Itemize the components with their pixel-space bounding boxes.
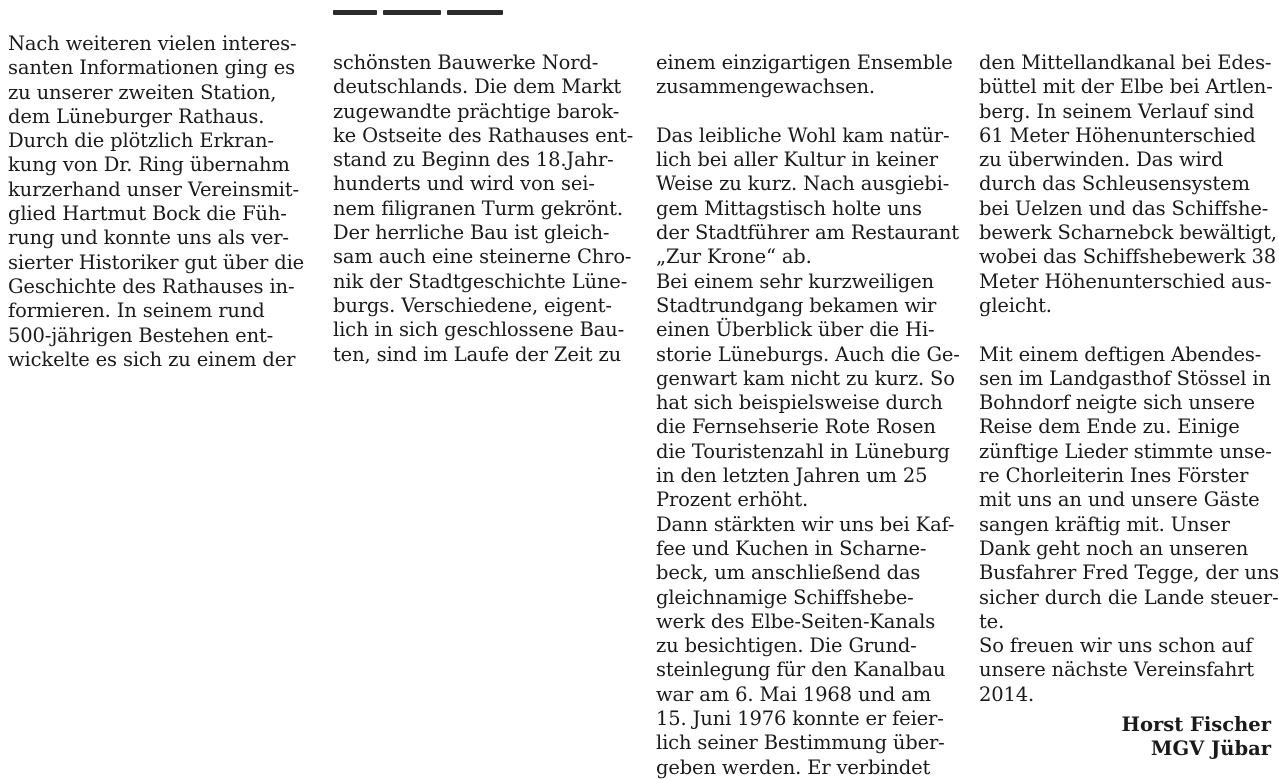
text-line: Meter Höhenunterschied aus-: [979, 269, 1272, 293]
text-line: Der herrliche Bau ist gleich-: [333, 221, 610, 245]
text-line: Bei einem sehr kurzweiligen: [656, 269, 934, 293]
text-line: bei Uelzen und das Schiffshe-: [979, 196, 1269, 220]
text-line: zünftige Lieder stimmte unse-: [979, 439, 1272, 463]
text-line: bewerk Scharnebck bewältigt,: [979, 221, 1277, 245]
text-line: Dank geht noch an unseren: [979, 536, 1249, 560]
signature-organization: MGV Jübar: [1150, 737, 1271, 760]
text-line: die Touristenzahl in Lüneburg: [656, 439, 950, 463]
text-column-3: [656, 51, 960, 780]
text-line: ke Ostseite des Rathauses ent-: [333, 123, 634, 147]
text-line: gleichnamige Schiffshebe-: [656, 585, 914, 609]
text-column-4: [979, 51, 1279, 707]
text-line: Dann stärkten wir uns bei Kaf-: [656, 512, 955, 536]
text-line: einem einzigartigen Ensemble: [656, 51, 953, 74]
text-line: 2014.: [979, 682, 1035, 706]
text-line: der Stadtführer am Restaurant: [656, 221, 959, 245]
text-line: ten, sind im Laufe der Zeit zu: [333, 342, 622, 366]
text-line: büttel mit der Elbe bei Artlen-: [979, 75, 1273, 99]
text-line: zusammengewachsen.: [656, 75, 875, 99]
text-line: berg. In seinem Verlauf sind: [979, 99, 1255, 123]
text-line: 500-jährigen Bestehen ent-: [8, 323, 274, 347]
text-line: zugewandte prächtige barok-: [333, 99, 620, 123]
text-line: formieren. In seinem rund: [8, 299, 265, 323]
text-line: Das leibliche Wohl kam natür-: [656, 123, 950, 147]
text-line: in den letzten Jahren um 25: [656, 464, 928, 488]
text-line: steinlegung für den Kanalbau: [656, 658, 946, 682]
text-line: Prozent erhöht.: [656, 488, 809, 512]
text-line: te.: [979, 609, 1005, 633]
text-line: Stadtrundgang bekamen wir: [656, 293, 937, 317]
signature-author: Horst Fischer: [1121, 713, 1271, 736]
text-line: zu überwinden. Das wird: [979, 148, 1224, 172]
text-line: den Mittellandkanal bei Edes-: [979, 51, 1272, 74]
text-line: zu unserer zweiten Station,: [8, 80, 277, 104]
text-line: Mit einem deftigen Abendes-: [979, 342, 1262, 366]
text-line: einen Überblick über die Hi-: [656, 318, 935, 342]
text-line: zu besichtigen. Die Grund-: [656, 634, 917, 658]
text-line: Durch die plötzlich Erkran-: [8, 129, 274, 153]
text-line: die Fernsehserie Rote Rosen: [656, 415, 936, 439]
text-line: sam auch eine steinerne Chro-: [333, 245, 632, 269]
text-line: Weise zu kurz. Nach ausgiebi-: [656, 172, 950, 196]
cropped-heading-fragment: [333, 10, 508, 20]
paragraph-gap: [656, 100, 960, 124]
text-line: Reise dem Ende zu. Einige: [979, 415, 1240, 439]
text-line: fee und Kuchen in Scharne-: [656, 536, 927, 560]
text-line: schönsten Bauwerke Nord-: [333, 51, 599, 74]
text-line: lich in sich geschlossene Bau-: [333, 318, 625, 342]
text-line: geben werden. Er verbindet: [656, 755, 931, 779]
text-line: wickelte es sich zu einem der: [8, 347, 296, 371]
text-line: glied Hartmut Bock die Füh-: [8, 202, 287, 226]
text-line: dem Lüneburger Rathaus.: [8, 104, 265, 128]
text-line: gem Mittagstisch holte uns: [656, 196, 922, 220]
text-line: hunderts und wird von sei-: [333, 172, 595, 196]
text-line: Nach weiteren vielen interes-: [8, 32, 297, 55]
text-line: 15. Juni 1976 konnte er feier-: [656, 707, 944, 731]
text-line: Busfahrer Fred Tegge, der uns: [979, 561, 1279, 585]
text-line: stand zu Beginn des 18.Jahr-: [333, 148, 614, 172]
text-line: So freuen wir uns schon auf: [979, 634, 1253, 658]
text-line: war am 6. Mai 1968 und am: [656, 682, 931, 706]
text-line: sierter Historiker gut über die: [8, 250, 305, 274]
text-line: deutschlands. Die dem Markt: [333, 75, 622, 99]
text-line: werk des Elbe-Seiten-Kanals: [656, 609, 936, 633]
text-line: kurzerhand unser Vereinsmit-: [8, 177, 299, 201]
text-line: 61 Meter Höhenunterschied: [979, 123, 1256, 147]
text-column-1: [8, 32, 304, 372]
text-line: sangen kräftig mit. Unser: [979, 512, 1230, 536]
text-line: unsere nächste Vereinsfahrt: [979, 658, 1254, 682]
text-line: kung von Dr. Ring übernahm: [8, 153, 290, 177]
text-line: rung und konnte uns als ver-: [8, 226, 289, 250]
text-line: beck, um anschließend das: [656, 561, 921, 585]
text-line: mit uns an und unsere Gäste: [979, 488, 1260, 512]
text-line: genwart kam nicht zu kurz. So: [656, 366, 955, 390]
text-line: hat sich beispielsweise durch: [656, 391, 943, 415]
text-line: Geschichte des Rathauses in-: [8, 274, 295, 298]
text-line: gleicht.: [979, 293, 1052, 317]
text-line: nik der Stadtgeschichte Lüne-: [333, 269, 628, 293]
text-column-2: [333, 51, 633, 367]
text-line: „Zur Krone“ ab.: [656, 245, 812, 269]
text-line: nem filigranen Turm gekrönt.: [333, 196, 623, 220]
text-line: wobei das Schiffshebewerk 38: [979, 245, 1277, 269]
text-line: lich bei aller Kultur in keiner: [656, 148, 938, 172]
text-line: lich seiner Bestimmung über-: [656, 731, 945, 755]
text-line: re Chorleiterin Ines Förster: [979, 464, 1249, 488]
text-line: burgs. Verschiedene, eigent-: [333, 293, 612, 317]
text-line: storie Lüneburgs. Auch die Ge-: [656, 342, 960, 366]
text-line: sicher durch die Lande steuer-: [979, 585, 1279, 609]
text-line: santen Informationen ging es: [8, 56, 295, 80]
paragraph-gap: [979, 318, 1279, 342]
text-line: sen im Landgasthof Stössel in: [979, 366, 1271, 390]
text-line: Bohndorf neigte sich unsere: [979, 391, 1255, 415]
text-line: durch das Schleusensystem: [979, 172, 1250, 196]
